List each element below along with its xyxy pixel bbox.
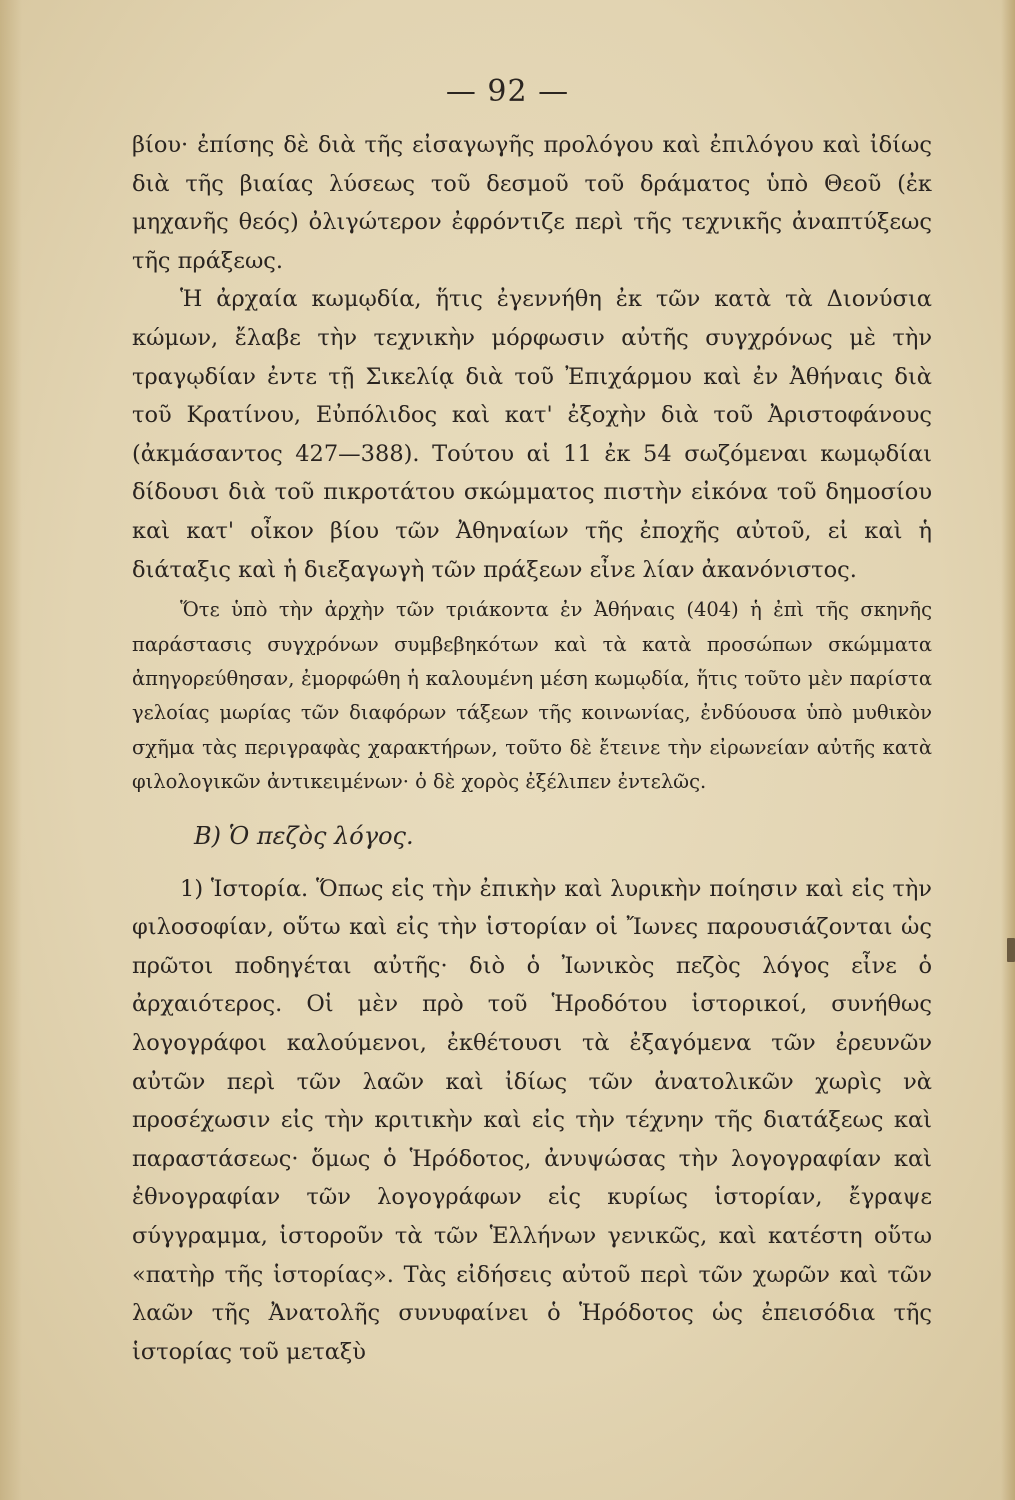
paragraph-ancient-comedy: Ἡ ἀρχαία κωμῳδία, ἥτις ἐγεννήθη ἐκ τῶν κατὰ τὰ Διονύσια κώμων, ἔλαβε τὴν τεχνικὴν μόρφωσιν αὐτῆς συγχρόνως μὲ τὴν τραγῳδίαν ἐντε τῇ Σικελίᾳ διὰ τοῦ Ἐπιχάρμου καὶ ἐν Ἀθήναις διὰ τοῦ Κρατίνου, Εὐπόλιδος καὶ κατ' ἐξοχὴν διὰ τοῦ Ἀριστοφάνους (ἀκμάσαντος 427—388). Τούτου αἱ 11 ἐκ 54 σωζόμεναι κωμῳδίαι δίδουσι διὰ τοῦ πικροτάτου σκώμματος πιστὴν εἰκόνα τοῦ δημοσίου καὶ κατ' οἶκον βίου τῶν Ἀθηναίων τῆς ἐποχῆς αὐτοῦ, εἰ καὶ ἡ διάταξις καὶ ἡ διεξαγωγὴ τῶν πράξεων εἶνε λίαν ἀκανόνιστος. — [132, 286, 932, 583]
paragraph-history: 1) Ἱστορία. Ὅπως εἰς τὴν ἐπικὴν καὶ λυρικὴν ποίησιν καὶ εἰς τὴν φιλοσοφίαν, οὕτω καὶ εἰς τὴν ἱστορίαν οἱ Ἴωνες παρουσιάζονται ὡς πρῶτοι ποδηγέται αὐτῆς· διὸ ὁ Ἰωνικὸς πεζὸς λόγος εἶνε ὁ ἀρχαιότερος. Οἱ μὲν πρὸ τοῦ Ἡροδότου ἱστορικοί, συνήθως λογογράφοι καλούμενοι, ἐκθέτουσι τὰ ἐξαγόμενα τῶν ἐρευνῶν αὐτῶν περὶ τῶν λαῶν καὶ ἰδίως τῶν ἀνατολικῶν χωρὶς νὰ προσέχωσιν εἰς τὴν κριτικὴν καὶ εἰς τὴν τέχνην τῆς διατάξεως καὶ παραστάσεως· ὅμως ὁ Ἡρόδοτος, ἀνυψώσας τὴν λογογραφίαν καὶ ἐθνογραφίαν τῶν λογογράφων εἰς κυρίως ἱστορίαν, ἔγραψε σύγγραμμα, ἱστοροῦν τὰ τῶν Ἑλλήνων γενικῶς, καὶ κατέστη οὕτω «πατὴρ τῆς ἱστορίας». Τὰς εἰδήσεις αὐτοῦ περὶ τῶν χωρῶν καὶ τῶν λαῶν τῆς Ἀνατολῆς συνυφαίνει ὁ Ἡρόδοτος ὡς ἐπεισόδια τῆς ἱστορίας τοῦ μεταξὺ — [132, 875, 932, 1365]
page-edge-shadow-right — [1001, 0, 1015, 1500]
body-text — [132, 126, 932, 1371]
page-number: — 92 — — [445, 74, 570, 109]
paragraph-middle-comedy: Ὅτε ὑπὸ τὴν ἀρχὴν τῶν τριάκοντα ἐν Ἀθήναις (404) ἡ ἐπὶ τῆς σκηνῆς παράστασις συγχρόνων συμβεβηκότων καὶ τὰ κατὰ προσώπων σκώμματα ἀπηγορεύθησαν, ἐμορφώθη ἡ καλουμένη μέση κωμῳδία, ἥτις τοῦτο μὲν παρίστα γελοίας μωρίας τῶν διαφόρων τάξεων τῆς κοινωνίας, ἐνδύουσα ὑπὸ μυθικὸν σχῆμα τὰς περιγραφὰς χαρακτήρων, τοῦτο δὲ ἔτεινε τὴν εἰρωνείαν αὐτῆς κατὰ φιλολογικῶν ἀντικειμένων· ὁ δὲ χορὸς ἐξέλιπεν ἐντελῶς. — [132, 598, 932, 794]
page-edge-shadow-left — [0, 0, 22, 1500]
section-heading-prose: Β) Ὁ πεζὸς λόγος. — [194, 821, 414, 850]
paragraph-continuation: βίου· ἐπίσης δὲ διὰ τῆς εἰσαγωγῆς προλόγου καὶ ἐπιλόγου καὶ ἰδίως διὰ τῆς βιαίας λύσεως τοῦ δεσμοῦ τοῦ δράματος ὑπὸ Θεοῦ (ἐκ μηχανῆς θεός) ὀλιγώτερον ἐφρόντιζε περὶ τῆς τεχνικῆς ἀναπτύξεως τῆς πράξεως. — [132, 132, 932, 274]
margin-ink-mark — [1007, 938, 1015, 962]
